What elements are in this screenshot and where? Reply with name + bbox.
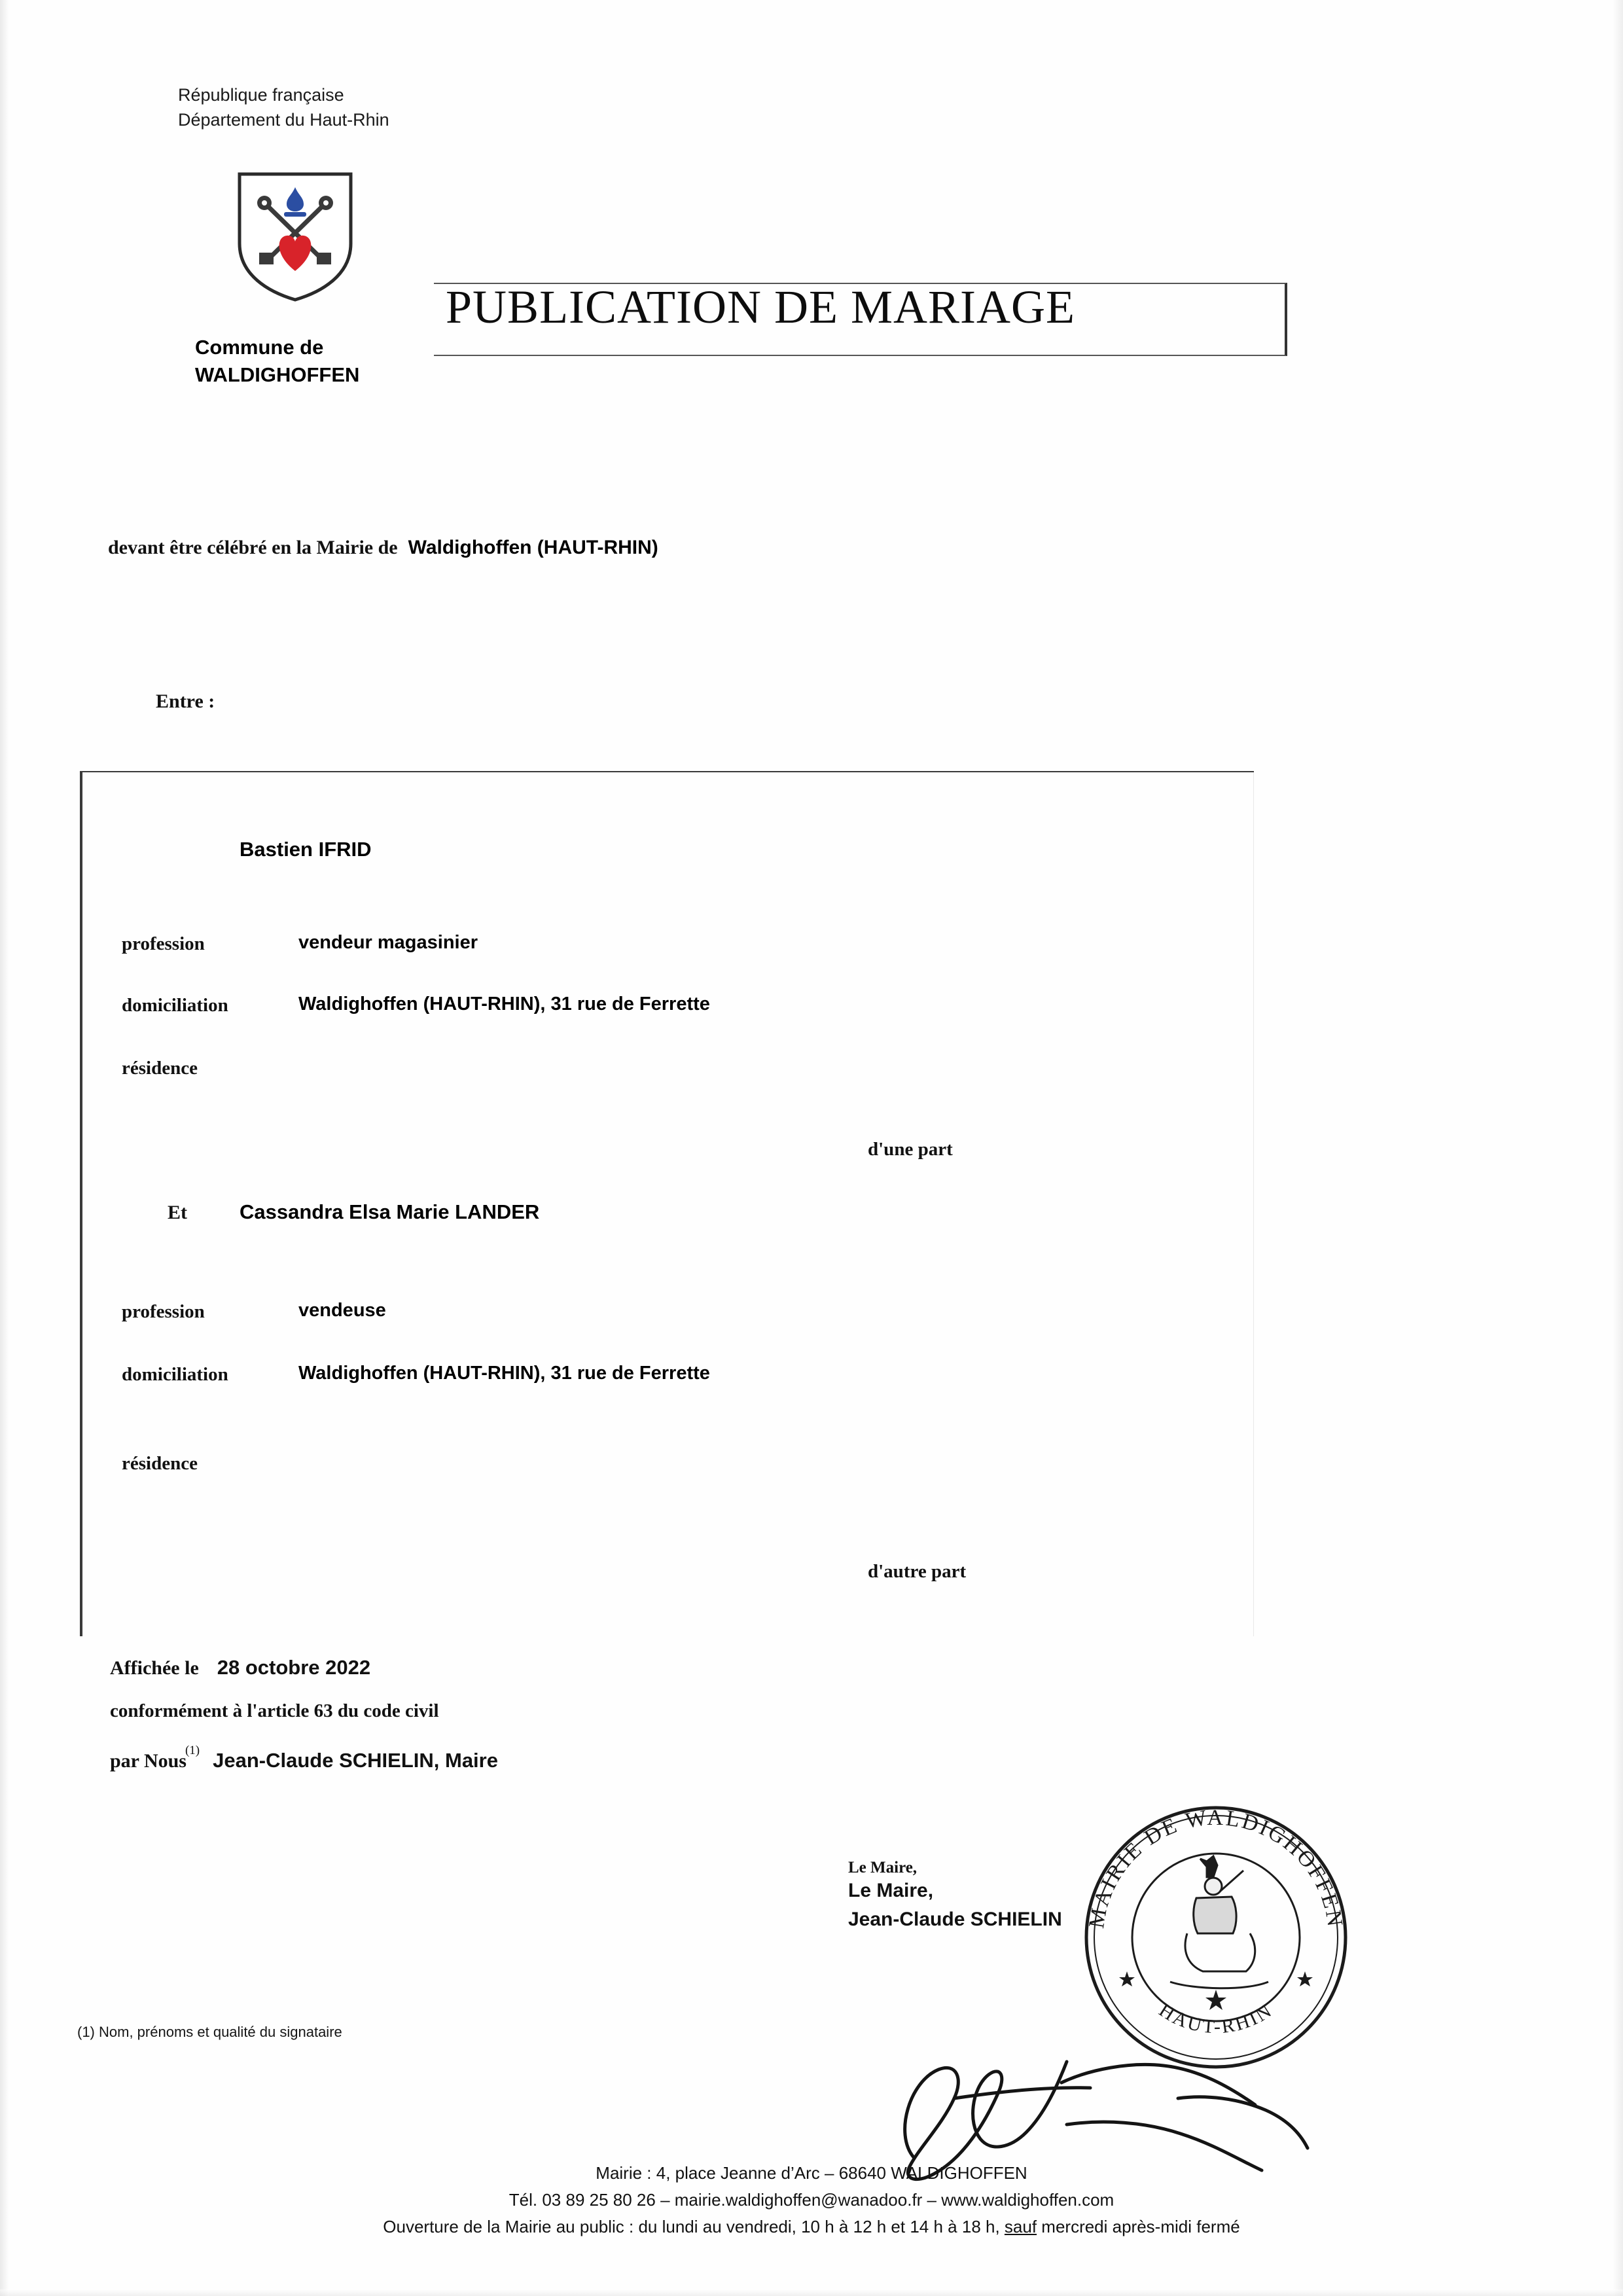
footer-hours-suffix: mercredi après-midi fermé bbox=[1037, 2217, 1240, 2236]
first-party-domiciliation-label: domiciliation bbox=[122, 995, 228, 1016]
footer-hours-prefix: Ouverture de la Mairie au public : du lundi au vendredi, 10 h à 12 h et 14 h à 18 h, bbox=[383, 2217, 1005, 2236]
signatory-name: Jean-Claude SCHIELIN, Maire bbox=[213, 1749, 498, 1772]
footer-hours bbox=[0, 2214, 1623, 2240]
footer-hours-underlined: sauf bbox=[1004, 2217, 1037, 2236]
second-party-residence-label: résidence bbox=[122, 1453, 198, 1474]
page-title: PUBLICATION DE MARIAGE bbox=[446, 281, 1075, 333]
administration-header bbox=[178, 82, 389, 132]
scan-edge-right bbox=[1613, 0, 1623, 2296]
footer-address: Mairie : 4, place Jeanne d’Arc – 68640 WALDIGHOFFEN bbox=[596, 2163, 1027, 2183]
page-footer bbox=[0, 2160, 1623, 2240]
mayor-name-stamped: Jean-Claude SCHIELIN bbox=[848, 1909, 1062, 1930]
first-party-profession-value: vendeur magasinier bbox=[298, 932, 478, 953]
first-party-residence-label: résidence bbox=[122, 1058, 198, 1079]
mayor-label-printed: Le Maire, bbox=[848, 1859, 918, 1876]
commune-block bbox=[195, 334, 359, 389]
svg-text:MAIRIE DE WALDIGHOFFEN: MAIRIE DE WALDIGHOFFEN bbox=[1084, 1806, 1347, 1930]
second-party-profession-value: vendeuse bbox=[298, 1300, 386, 1321]
scan-edge-left bbox=[0, 0, 9, 2296]
coat-of-arms-icon bbox=[236, 171, 355, 302]
by-us-label: par Nous bbox=[110, 1750, 187, 1772]
mayor-label-stamped: Le Maire, bbox=[848, 1880, 934, 1901]
second-party-name: Cassandra Elsa Marie LANDER bbox=[240, 1200, 540, 1223]
first-party-domiciliation-value: Waldighoffen (HAUT-RHIN), 31 rue de Ferrette bbox=[298, 994, 710, 1014]
posted-label: Affichée le bbox=[110, 1657, 199, 1679]
footnote: (1) Nom, prénoms et qualité du signataire bbox=[77, 2024, 342, 2040]
first-party-part-note: d'une part bbox=[868, 1139, 953, 1160]
signatory-row bbox=[110, 1743, 498, 1772]
first-party-name: Bastien IFRID bbox=[240, 838, 372, 861]
parties-conjunction: Et bbox=[168, 1202, 187, 1223]
footnote-marker: (1) bbox=[185, 1743, 200, 1757]
parties-frame bbox=[80, 771, 1254, 1636]
second-party-profession-label: profession bbox=[122, 1301, 205, 1322]
svg-text:HAUT-RHIN: HAUT-RHIN bbox=[1155, 1999, 1277, 2038]
legal-reference: conformément à l'article 63 du code civil bbox=[110, 1700, 439, 1721]
posted-date: 28 octobre 2022 bbox=[217, 1656, 371, 1679]
footer-contact: Tél. 03 89 25 80 26 – mairie.waldighoffen@wanadoo.fr – www.waldighoffen.com bbox=[508, 2190, 1115, 2210]
between-label: Entre : bbox=[156, 691, 215, 712]
document-title-box bbox=[434, 283, 1287, 356]
posted-row bbox=[110, 1656, 370, 1679]
second-party-domiciliation-value: Waldighoffen (HAUT-RHIN), 31 rue de Ferrette bbox=[298, 1363, 710, 1384]
ceremony-place: Waldighoffen (HAUT-RHIN) bbox=[408, 537, 658, 558]
department-line: Département du Haut-Rhin bbox=[178, 110, 389, 130]
ceremony-row bbox=[108, 537, 658, 559]
republic-line: République française bbox=[178, 85, 344, 105]
handwritten-signature bbox=[870, 1970, 1355, 2186]
first-party-profession-label: profession bbox=[122, 933, 205, 954]
commune-label: Commune de bbox=[195, 336, 324, 359]
second-party-domiciliation-label: domiciliation bbox=[122, 1364, 228, 1385]
ceremony-label: devant être célébré en la Mairie de bbox=[108, 537, 398, 558]
commune-name: WALDIGHOFFEN bbox=[195, 363, 360, 386]
second-party-part-note: d'autre part bbox=[868, 1561, 967, 1582]
scan-edge-bottom bbox=[0, 2289, 1623, 2296]
